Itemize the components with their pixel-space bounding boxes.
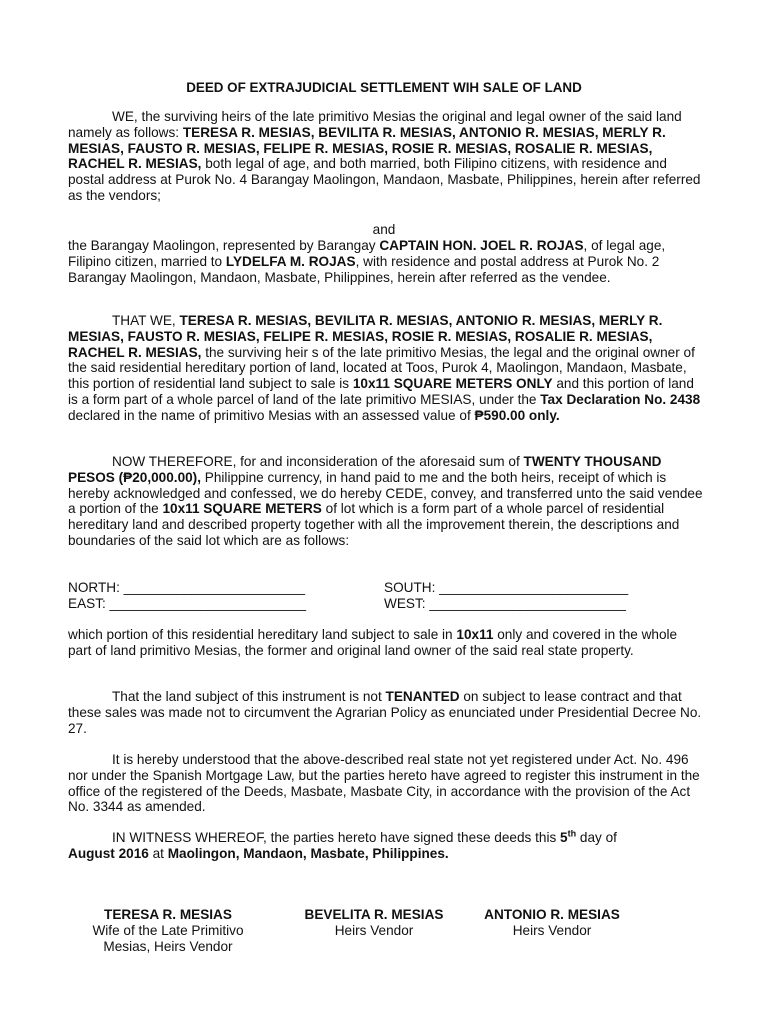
para5-area: 10x11	[456, 627, 494, 642]
para4-amount: TWENTY THOUSAND PESOS (₱20,000.00),	[68, 454, 662, 485]
para6-text-a: That the land subject of this instrument is not	[112, 689, 386, 704]
boundary-north: NORTH: ________________________	[68, 580, 306, 595]
para5-text-a: which portion of this residential hereditary land subject to sale in	[68, 627, 457, 642]
para6-text-c: on subject to lease contract and that these sales was made not to circumvent the Agrarian Policy as enunciated under Presidential Decree No. 27.	[68, 689, 702, 736]
paragraph-portion	[68, 627, 704, 659]
para1-text-a: WE, the surviving heirs of the late primitivo Mesias the original and legal owner of the said land namely as follows:	[68, 109, 682, 140]
para3-text-c: the surviving heir s of the late primitivo Mesias, the legal and the original owner of the said residential hereditary portion of land, located at Toos, Purok 4, Maolingon, Mandaon, Masbate, this portion of residential land subject to sale is	[68, 344, 695, 392]
signatory-role: Wife of the Late Primitivo	[92, 922, 244, 938]
para4-text-c: Philippine currency, in hand paid to me and the both heirs, receipt of which is hereby acknowledged and confessed, we do hereby CEDE, convey, and transferred unto the said vendee a portion of the	[68, 469, 703, 517]
paragraph-witness	[68, 830, 704, 862]
para6-tenanted: TENANTED	[385, 689, 460, 704]
signatory-antonio	[462, 907, 642, 939]
signatory-role: Heirs Vendor	[334, 922, 414, 938]
para1-heirs-names: TERESA R. MESIAS, BEVILITA R. MESIAS, ANTONIO R. MESIAS, MERLY R. MESIAS, FAUSTO R. MESIAS, FELIPE R. MESIAS, ROSIE R. MESIAS, ROSALIE R. MESIAS, RACHEL R. MESIAS,	[68, 124, 666, 172]
para8-month-year: August 2016	[68, 845, 149, 861]
para3-assessed-value: ₱590.00 only.	[474, 407, 560, 423]
para3-text-a: THAT WE,	[112, 313, 180, 328]
signatory-bevelita	[284, 907, 464, 939]
paragraph-registration	[68, 752, 704, 815]
paragraph-tenanted	[68, 689, 704, 736]
paragraph-that-we	[68, 313, 704, 424]
signatory-role: Heirs Vendor	[512, 922, 592, 938]
para2-text-c: , of legal age, Filipino citizen, married to	[68, 238, 666, 269]
boundary-east: EAST: __________________________	[68, 596, 307, 611]
para7-text-a: It is hereby understood that the above-described real state not yet registered under Act. No. 496 nor under the Spanish Mortgage Law, but the parties hereto have agreed to register this instrument in the office of the registered of the Deeds, Masbate, Masbate City, in accordance with the provision of the Act No. 3344 as amended.	[68, 752, 700, 815]
para2-text-e: , with residence and postal address at Purok No. 2 Barangay Maolingon, Mandaon, Masbate, Philippines, herein after referred as the vendee.	[68, 253, 660, 285]
boundary-south: SOUTH: _________________________	[384, 580, 629, 595]
para8-place: Maolingon, Mandaon, Masbate, Philippines.	[167, 845, 449, 861]
para4-text-a: NOW THEREFORE, for and inconsideration of the aforesaid sum of	[112, 454, 524, 469]
para4-text-e: of lot which is a form part of a whole parcel of residential hereditary land and described property together with all the improvement therein, the descriptions and boundaries of the said lot which are as follows:	[68, 501, 680, 548]
para3-heirs-names: TERESA R. MESIAS, BEVILITA R. MESIAS, ANTONIO R. MESIAS, MERLY R. MESIAS, FAUSTO R. MESIAS, FELIPE R. MESIAS, ROSIE R. MESIAS, ROSALIE R. MESIAS, RACHEL R. MESIAS,	[68, 313, 663, 360]
paragraph-vendee	[68, 238, 704, 285]
paragraph-now-therefore	[68, 454, 704, 549]
para8-day: 5	[560, 830, 568, 845]
para5-text-c: only and covered in the whole part of land primitivo Mesias, the former and original land owner of the said real state property.	[68, 627, 678, 658]
para3-text-g: declared in the name of primitivo Mesias with an assessed value of	[68, 407, 475, 423]
para3-area: 10x11 SQUARE METERS ONLY	[352, 376, 553, 392]
para8-text-c: day of	[576, 830, 617, 845]
para8-text-e: at	[148, 845, 168, 861]
boundary-west: WEST: __________________________	[384, 596, 626, 611]
document-title: DEED OF EXTRAJUDICIAL SETTLEMENT WIH SALE OF LAND	[186, 80, 582, 95]
para2-spouse-name: LYDELFA M. ROJAS	[225, 253, 356, 269]
signatory-name: BEVELITA R. MESIAS	[304, 907, 444, 922]
signatory-role-continued: Mesias, Heirs Vendor	[103, 938, 233, 954]
para4-area: 10x11 SQUARE METERS	[162, 501, 322, 517]
para1-text-c: both legal of age, and both married, both Filipino citizens, with residence and postal address at Purok No. 4 Barangay Maolingon, Mandaon, Masbate, Philippines, herein after referred as the vendors;	[68, 156, 701, 203]
para8-text-a: IN WITNESS WHEREOF, the parties hereto have signed these deeds this	[112, 830, 561, 845]
signatory-name: ANTONIO R. MESIAS	[484, 907, 620, 922]
para2-captain-name: CAPTAIN HON. JOEL R. ROJAS	[379, 238, 584, 253]
para8-day-suffix: th	[567, 828, 577, 839]
para3-tax-declaration: Tax Declaration No. 2438	[540, 391, 701, 407]
para2-text-a: the Barangay Maolingon, represented by Barangay	[68, 238, 380, 253]
and-connector: and	[372, 222, 396, 237]
paragraph-heirs-intro	[68, 109, 704, 204]
para3-text-e: and this portion of land is a form part of a whole parcel of land of the late primitivo MESIAS, under the	[68, 376, 694, 407]
signatory-teresa	[68, 907, 268, 954]
signatory-name: TERESA R. MESIAS	[104, 907, 232, 922]
